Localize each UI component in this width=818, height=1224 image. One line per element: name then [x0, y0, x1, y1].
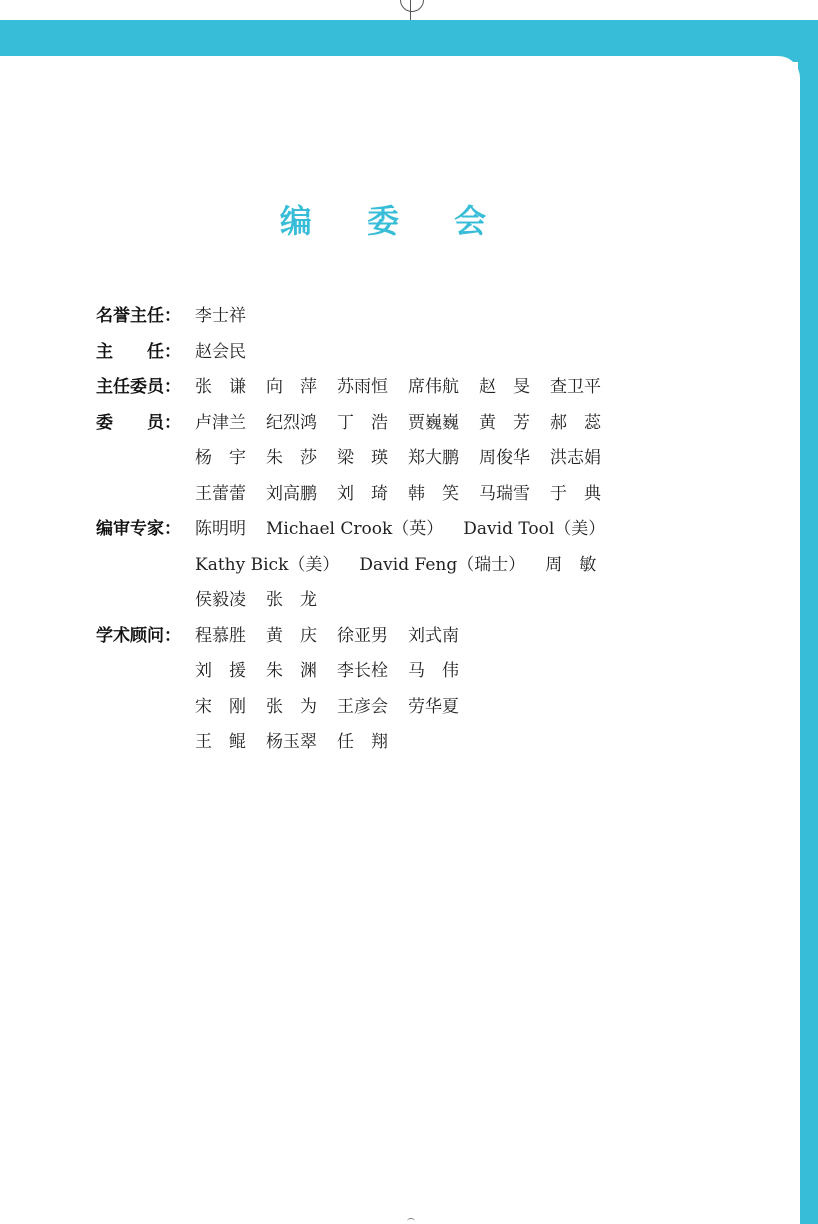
member-names	[195, 618, 459, 654]
member-name: David Feng（瑞士）	[359, 554, 526, 575]
member-name: 贾巍巍	[408, 412, 459, 433]
member-name: 张 龙	[266, 590, 317, 610]
member-name: 杨 宇	[195, 448, 246, 468]
member-name: 周 敏	[545, 554, 597, 575]
member-name: 陈明明	[195, 519, 246, 539]
section-label: 名誉主任：	[96, 306, 181, 326]
member-names	[195, 369, 601, 405]
member-name: 朱 渊	[266, 661, 317, 681]
section-label: 编审专家：	[96, 519, 181, 539]
member-name: 韩 笑	[408, 483, 459, 504]
registration-mark-icon	[400, 0, 424, 12]
member-name: 苏雨恒	[337, 377, 388, 397]
member-name: 徐亚男	[337, 625, 388, 646]
member-names	[195, 547, 596, 583]
member-name: 周俊华	[479, 448, 530, 468]
member-name: 宋 刚	[195, 696, 246, 717]
member-name: 李长栓	[337, 661, 388, 681]
section-label: 主任委员：	[96, 377, 181, 397]
section-label: 委 员：	[96, 412, 181, 433]
member-name: 王 鲲	[195, 732, 246, 752]
member-name: Kathy Bick（美）	[195, 554, 340, 575]
member-name: 王蕾蕾	[195, 483, 246, 504]
page-title: 编 委 会	[279, 202, 509, 240]
member-names	[195, 334, 246, 370]
bottom-registration-mark-icon	[407, 1218, 415, 1224]
member-names	[195, 582, 317, 618]
member-name: 杨玉翠	[266, 732, 317, 752]
member-name: Michael Crook（英）	[266, 519, 444, 539]
member-name: 于 典	[550, 483, 601, 504]
member-name: 丁 浩	[337, 412, 388, 433]
member-name: 查卫平	[550, 377, 601, 397]
member-name: 梁 瑛	[337, 448, 388, 468]
member-name: 卢津兰	[195, 412, 246, 433]
member-name: 纪烈鸿	[266, 412, 317, 433]
member-name: 赵 旻	[479, 377, 530, 397]
member-name: 郝 蕊	[550, 412, 601, 433]
section-label: 主 任：	[96, 341, 181, 362]
member-names	[195, 298, 246, 334]
member-name: 程慕胜	[195, 625, 246, 646]
member-names	[195, 476, 601, 512]
member-name: 黄 芳	[479, 412, 530, 433]
member-names	[195, 653, 459, 689]
member-name: 张 谦	[195, 377, 246, 397]
member-name: 刘 援	[195, 661, 246, 681]
member-name: 黄 庆	[266, 625, 317, 646]
member-name: 任 翔	[337, 732, 388, 752]
member-name: 洪志娟	[550, 448, 601, 468]
member-name: 马 伟	[408, 661, 459, 681]
member-names	[195, 440, 601, 476]
member-name: 李士祥	[195, 306, 246, 326]
member-name: 刘高鹏	[266, 483, 317, 504]
member-name: 刘式南	[408, 625, 459, 646]
member-name: 张 为	[266, 696, 317, 717]
member-name: 向 萍	[266, 377, 317, 397]
section-label: 学术顾问：	[96, 625, 181, 646]
member-name: 劳华夏	[408, 696, 459, 717]
right-color-band	[798, 20, 818, 1224]
member-name: 刘 琦	[337, 483, 388, 504]
member-names	[195, 724, 388, 760]
member-name: 赵会民	[195, 341, 246, 362]
member-name: David Tool（美）	[463, 519, 606, 539]
member-name: 朱 莎	[266, 448, 317, 468]
member-name: 王彦会	[337, 696, 388, 717]
member-name: 侯毅凌	[195, 590, 246, 610]
member-name: 席伟航	[408, 377, 459, 397]
member-name: 郑大鹏	[408, 448, 459, 468]
member-names	[195, 689, 459, 725]
member-names	[195, 511, 605, 547]
member-names	[195, 405, 601, 441]
member-name: 马瑞雪	[479, 483, 530, 504]
